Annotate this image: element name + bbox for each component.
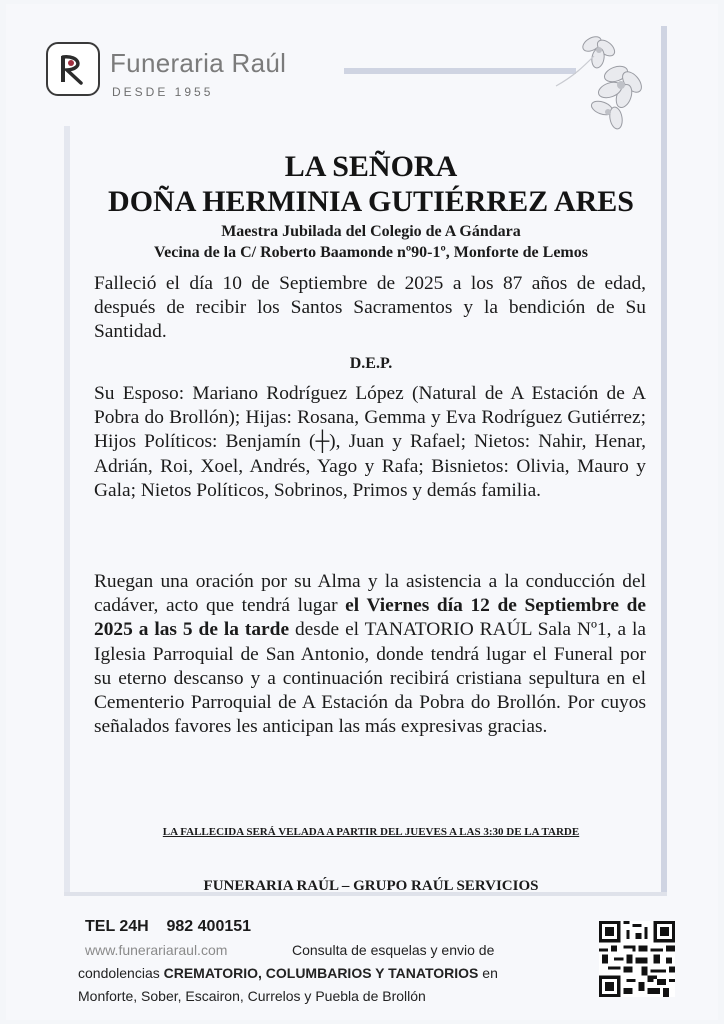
brand-logo (46, 42, 100, 96)
funeral-details-end: desde el TANATORIO RAÚL Sala Nº1, a la Iglesia Parroquial de San Antonio, donde tendrá lugar el Funeral por su eterno descanso y a continuación recibirá cristiana sepultura en el Cementerio Parroquial de A Estación da Pobra do Brollón. Por cuyos señalados favores les anticipan las más expresivas gracias. (94, 619, 646, 738)
qr-code-icon[interactable] (599, 921, 675, 997)
family-list: Su Esposo: Mariano Rodríguez López (Natural de A Estación de A Pobra do Brollón); Hijas: Rosana, Gemma y Eva Rodríguez Gutiérrez; Hijos Políticos: Benjamín (┼), Juan y Rafael; Nietos: Nahir, Henar, Adrián, Roi, Xoel, Andrés, Yago y Rafa; Bisnietos: Olivia, Mauro y Gala; Nietos Políticos, Sobrinos, Primos y demás familia. (94, 383, 646, 501)
services-line-start: condolencias (78, 965, 164, 981)
deceased-address: Vecina de la C/ Roberto Baamonde nº90-1º, Monforte de Lemos (154, 244, 588, 261)
deceased-occupation: Maestra Jubilada del Colegio de A Gándara (221, 223, 521, 240)
services-line-end: en (478, 965, 498, 981)
phone-number: TEL 24H 982 400151 (85, 918, 252, 935)
deceased-name: DOÑA HERMINIA GUTIÉRREZ ARES (108, 185, 634, 218)
brand-since: DESDE 1955 (112, 85, 214, 99)
footer-title: FUNERARIA RAÚL – GRUPO RAÚL SERVICIOS (203, 878, 539, 894)
brand-logo-icon (54, 50, 92, 88)
website-link[interactable]: www.funerariaraul.com (85, 942, 228, 958)
consult-text: Consulta de esquelas y envio de (292, 942, 495, 958)
flowers-decoration-icon (554, 26, 654, 132)
obituary-sheet (6, 4, 718, 1020)
deceased-title: LA SEÑORA (284, 150, 458, 183)
funeral-date: el Viernes día 12 de Septiembre de 2025 a las 5 de la tarde (94, 595, 646, 641)
funeral-details-start: Ruegan una oración por su Alma y la asistencia a la conducción del cadáver, acto que tendrá lugar (94, 571, 646, 617)
wake-note: LA FALLECIDA SERÁ VELADA A PARTIR DEL JUEVES A LAS 3:30 DE LA TARDE (162, 826, 580, 838)
frame-left-bar (64, 126, 70, 896)
dep-label: D.E.P. (349, 355, 393, 372)
services-line-bold: CREMATORIO, COLUMBARIOS Y TANATORIOS (163, 965, 479, 981)
locations-line: Monforte, Sober, Escairon, Currelos y Puebla de Brollón (78, 988, 426, 1004)
frame-top-bar (344, 68, 576, 74)
funeral-details (94, 570, 646, 739)
brand-name: Funeraria Raúl (110, 48, 287, 78)
frame-right-bar (661, 26, 667, 896)
services-line (78, 965, 498, 981)
death-announcement: Falleció el día 10 de Septiembre de 2025 a los 87 años de edad, después de recibir los Santos Sacramentos y la bendición de Su Santidad. (94, 273, 646, 343)
